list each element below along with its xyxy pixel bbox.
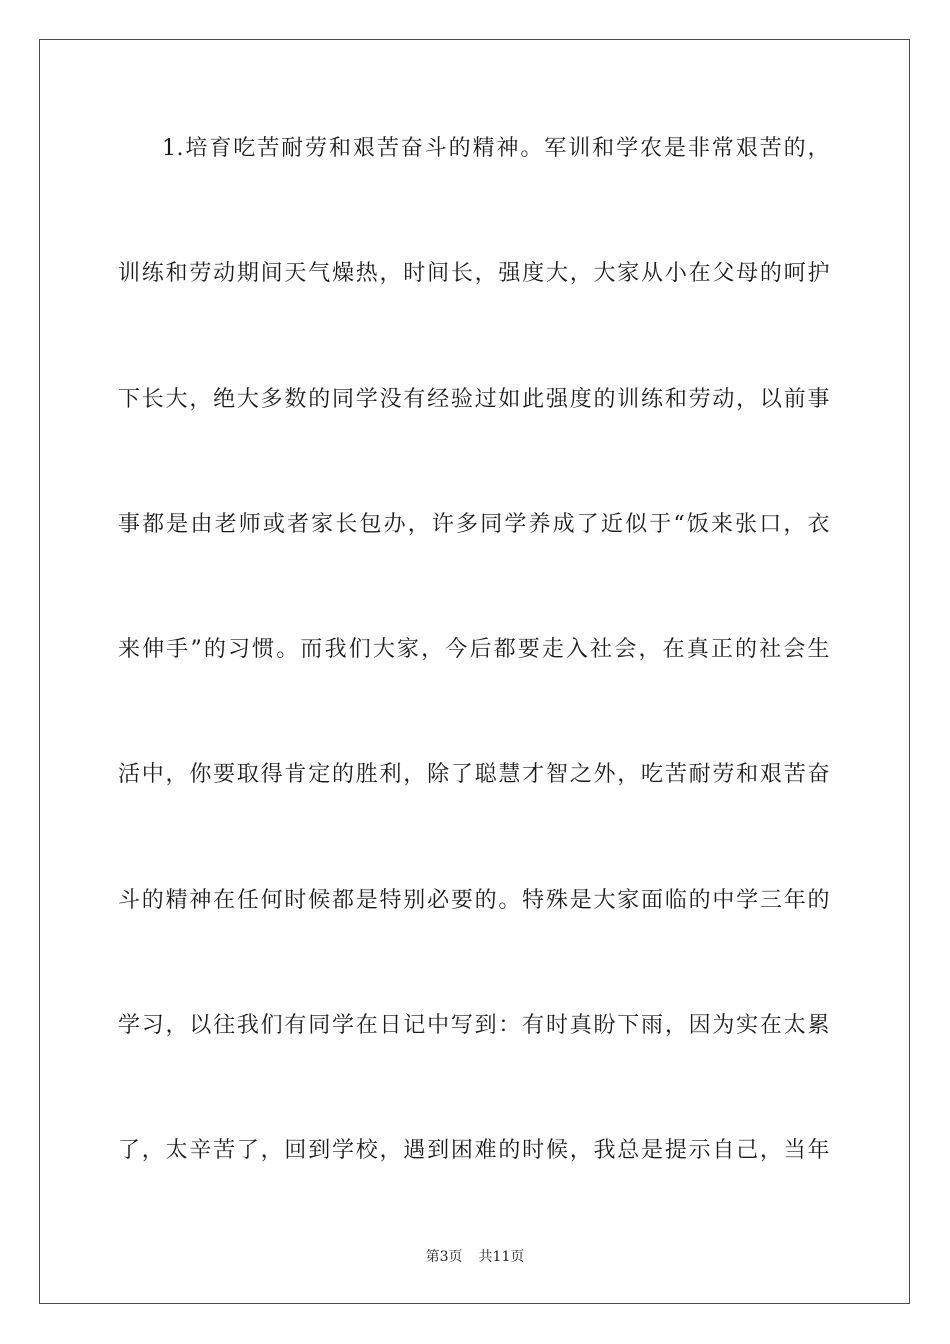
text-line: 斗的精神在任何时候都是特别必要的。特殊是大家面临的中学三年的 bbox=[118, 887, 830, 913]
total-pages: 共11页 bbox=[478, 1249, 525, 1265]
page-footer bbox=[0, 1246, 950, 1266]
text-line: 下长大，绝大多数的同学没有经验过如此强度的训练和劳动，以前事 bbox=[118, 386, 830, 412]
body-paragraph bbox=[118, 124, 830, 1252]
text-line: 活中，你要取得肯定的胜利，除了聪慧才智之外，吃苦耐劳和艰苦奋 bbox=[118, 762, 830, 788]
text-line: 了，太辛苦了，回到学校，遇到困难的时候，我总是提示自己，当年 bbox=[118, 1138, 830, 1164]
text-line: 1.培育吃苦耐劳和艰苦奋斗的精神。军训和学农是非常艰苦的， bbox=[162, 136, 830, 161]
text-line: 训练和劳动期间天气燥热，时间长，强度大，大家从小在父母的呵护 bbox=[118, 261, 830, 287]
text-line: 事都是由老师或者家长包办，许多同学养成了近似于“饭来张口，衣 bbox=[118, 511, 830, 537]
text-line: 学习，以往我们有同学在日记中写到：有时真盼下雨，因为实在太累 bbox=[118, 1013, 830, 1039]
page-number: 第3页 bbox=[425, 1249, 463, 1265]
text-line: 来伸手”的习惯。而我们大家，今后都要走入社会，在真正的社会生 bbox=[118, 637, 830, 663]
